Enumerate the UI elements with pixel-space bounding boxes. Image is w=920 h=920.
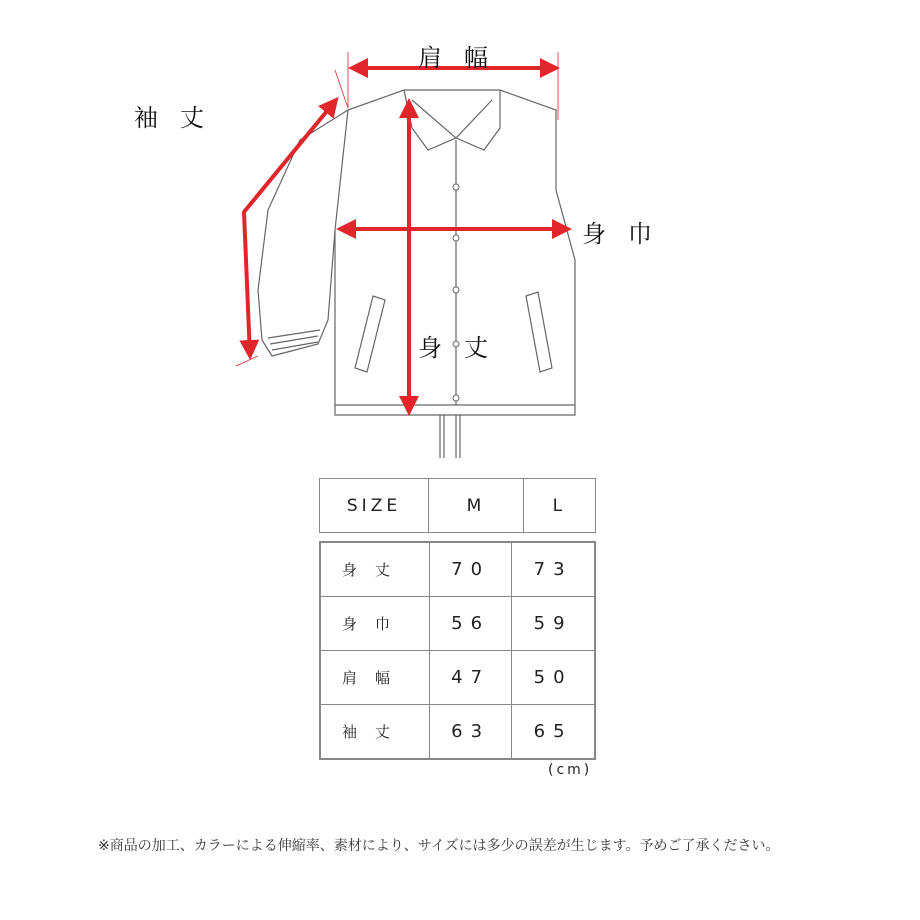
body-width-label: 身巾 <box>582 220 674 248</box>
size-m-header: M <box>429 479 524 533</box>
cell-l: 50 <box>512 651 595 705</box>
row-label: 袖丈 <box>320 705 430 760</box>
cell-m: 63 <box>430 705 512 760</box>
shoulder-label: 肩幅 <box>418 44 510 72</box>
size-header-cell: SIZE <box>320 479 429 533</box>
table-row <box>320 705 595 760</box>
table-row <box>320 651 595 705</box>
row-label: 身巾 <box>320 597 430 651</box>
unit-label: (cm) <box>548 762 593 778</box>
disclaimer-note: ※商品の加工、カラーによる伸縮率、素材により、サイズには多少の誤差が生じます。予めご了承ください。 <box>98 838 780 854</box>
cell-m: 70 <box>430 542 512 597</box>
sleeve-label: 袖丈 <box>134 104 226 132</box>
cell-m: 56 <box>430 597 512 651</box>
table-row <box>320 542 595 597</box>
size-table-body <box>319 541 596 760</box>
table-row <box>320 597 595 651</box>
row-label: 身丈 <box>320 542 430 597</box>
cell-l: 59 <box>512 597 595 651</box>
size-table-header <box>319 478 596 533</box>
cell-l: 73 <box>512 542 595 597</box>
cell-l: 65 <box>512 705 595 760</box>
size-l-header: L <box>523 479 595 533</box>
row-label: 肩幅 <box>320 651 430 705</box>
cell-m: 47 <box>430 651 512 705</box>
sleeve-arrow <box>244 100 336 356</box>
body-length-label: 身丈 <box>418 334 510 362</box>
